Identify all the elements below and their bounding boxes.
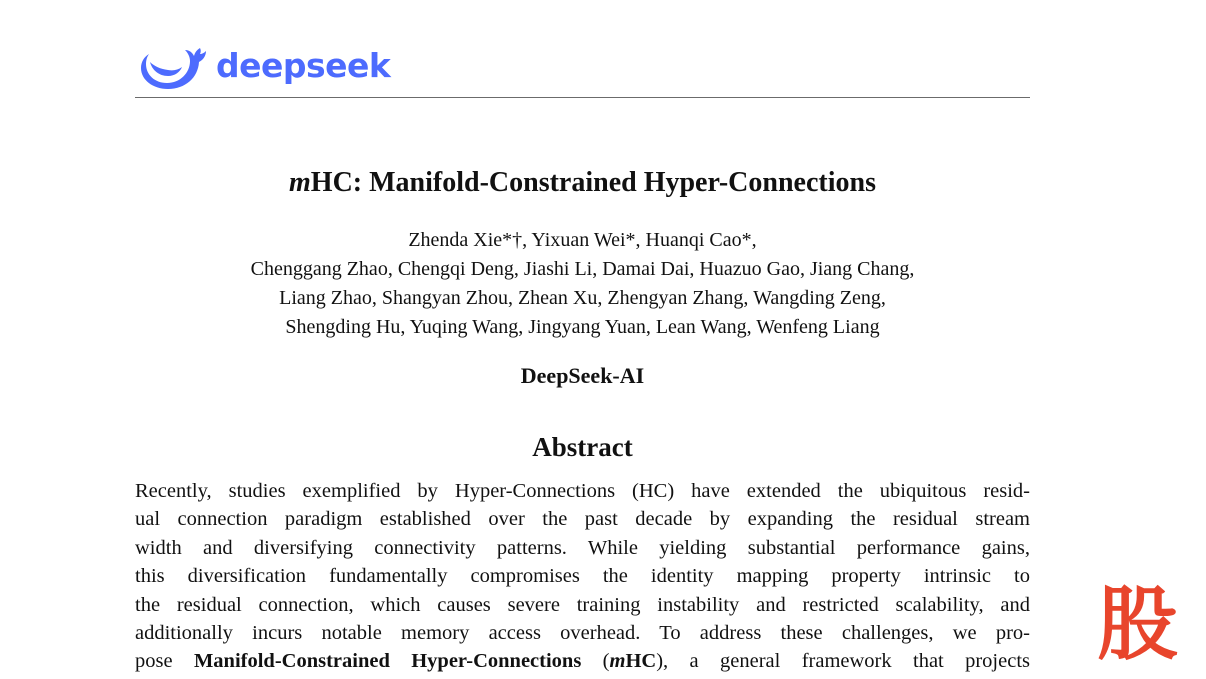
author-line: Liang Zhao, Shangyan Zhou, Zhean Xu, Zhengyan Zhang, Wangding Zeng, xyxy=(279,287,886,309)
method-abbrev: HC xyxy=(625,650,657,673)
whale-logo-icon xyxy=(140,40,208,90)
logo-text: deepseek xyxy=(216,45,391,85)
abstract-line-last xyxy=(135,647,1030,675)
abstract-line: Recently, studies exemplified by Hyper-Connections (HC) have extended the ubiquitous resid- xyxy=(135,480,1030,502)
abstract-text: ( xyxy=(581,650,610,673)
author-list xyxy=(135,226,1030,342)
author-line: Chenggang Zhao, Chengqi Deng, Jiashi Li, Damai Dai, Huazuo Gao, Jiang Chang, xyxy=(250,258,915,280)
abstract-line: this diversification fundamentally compromises the identity mapping property intrinsic to xyxy=(135,565,1030,588)
abstract-heading: Abstract xyxy=(532,432,633,462)
header-divider xyxy=(135,97,1030,98)
abstract-text: ), a general framework that projects xyxy=(656,650,1030,673)
method-name: Manifold-Constrained Hyper-Connections xyxy=(193,650,582,673)
affiliation: DeepSeek-AI xyxy=(520,363,645,388)
abstract-line: width and diversifying connectivity patterns. While yielding substantial performance gains, xyxy=(135,536,1030,559)
author-line: Shengding Hu, Yuqing Wang, Jingyang Yuan, Lean Wang, Wenfeng Liang xyxy=(285,316,880,338)
abstract-body xyxy=(135,477,1030,676)
abstract-line: the residual connection, which causes severe training instability and restricted scalability, and xyxy=(135,593,1030,616)
title-prefix: m xyxy=(289,167,311,198)
abstract-line: additionally incurs notable memory access overhead. To address these challenges, we pro- xyxy=(135,622,1030,645)
deepseek-logo xyxy=(140,38,390,92)
watermark-logo: 股 xyxy=(1097,578,1178,671)
author-line: Zhenda Xie*†, Yixuan Wei*, Huanqi Cao*, xyxy=(408,229,757,251)
abstract-line: ual connection paradigm established over the past decade by expanding the residual stream xyxy=(135,508,1030,531)
paper-title xyxy=(135,166,1030,200)
abstract-text: pose xyxy=(135,650,194,673)
method-abbrev-prefix: m xyxy=(609,650,626,673)
title-rest: HC: Manifold-Constrained Hyper-Connections xyxy=(310,167,876,198)
